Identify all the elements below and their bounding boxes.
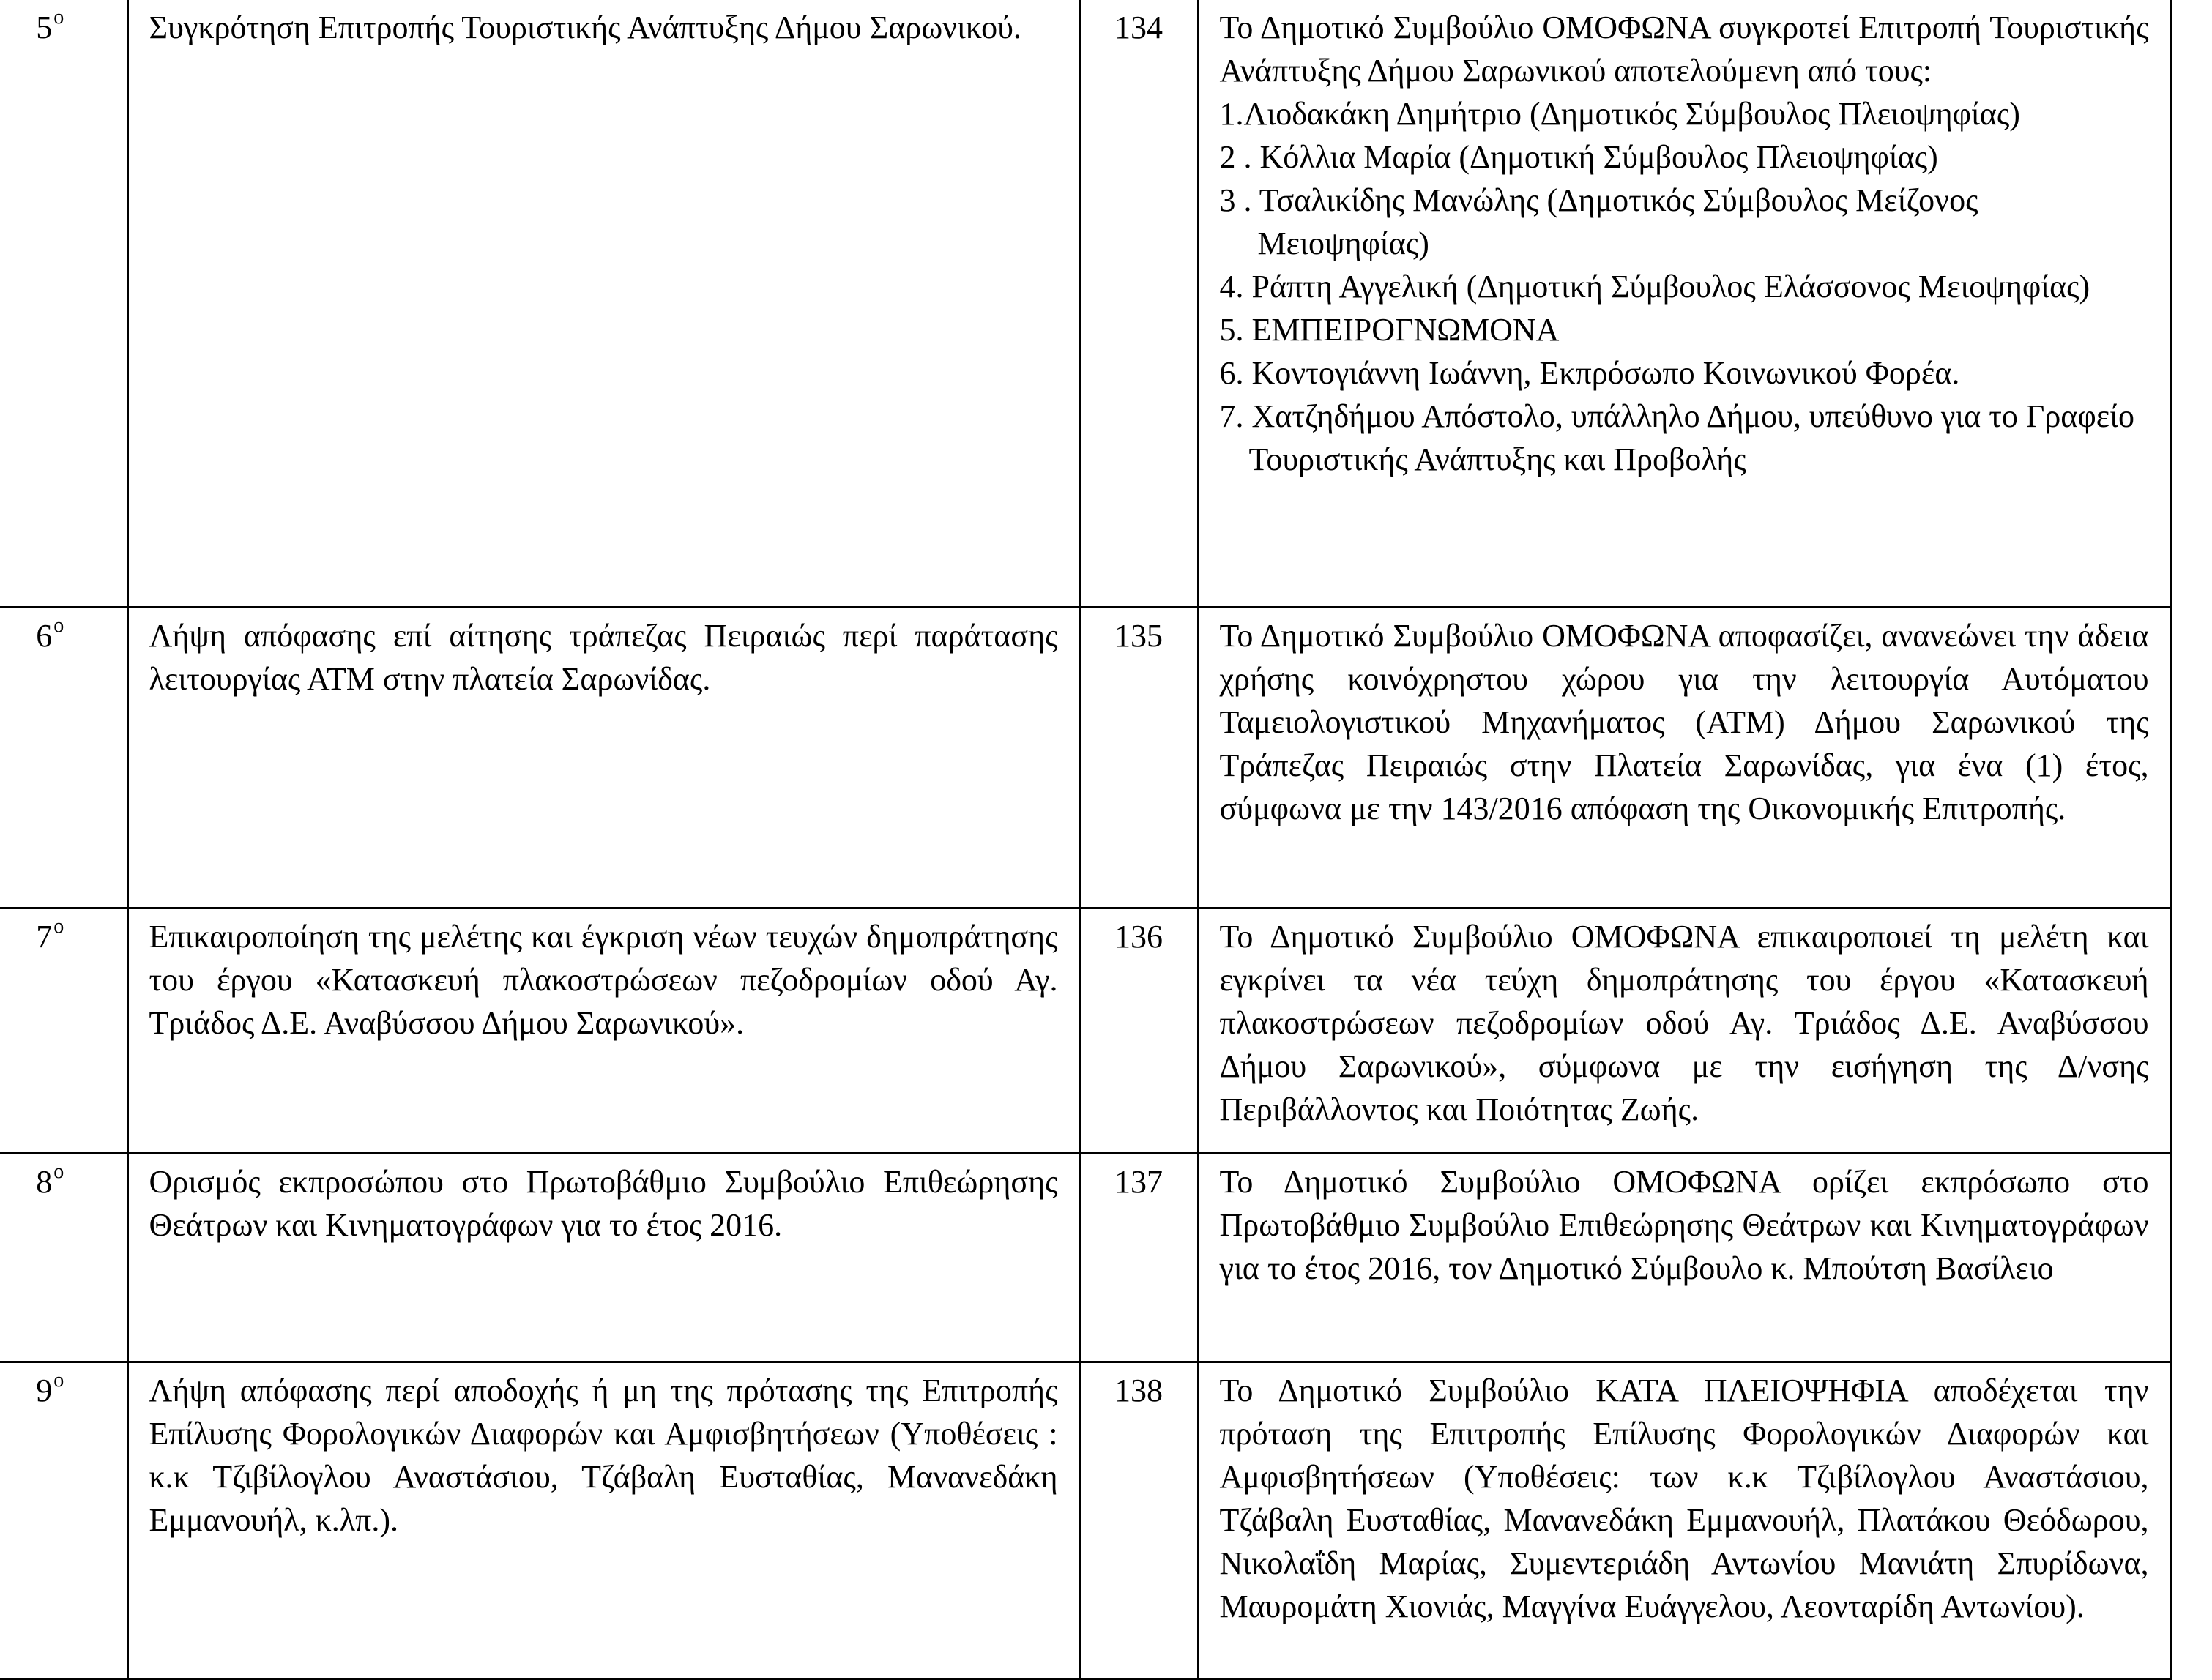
decision-number-cell [1079, 1154, 1198, 1362]
item-number-cell [0, 0, 127, 608]
member-list-item: 7. Χατζηδήμου Απόστολο, υπάλληλο Δήμου, υπεύθυνο για το Γραφείο Τουριστικής Ανάπτυξης και Προβολής [1219, 398, 2135, 477]
table-row [0, 608, 2170, 908]
subject-cell [127, 608, 1079, 908]
ordinal-suffix: ο [53, 1369, 64, 1392]
decision-number: 138 [1114, 1373, 1163, 1408]
item-number-cell [0, 1154, 127, 1362]
member-list-item: 6. Κοντογιάννη Ιωάννη, Εκπρόσωπο Κοινωνικού Φορέα. [1219, 355, 1960, 391]
decision-number-cell [1079, 908, 1198, 1154]
item-number-cell [0, 908, 127, 1154]
decision-cell [1198, 608, 2170, 908]
member-list-item: 4. Ράπτη Αγγελική (Δημοτική Σύμβουλος Ελάσσονος Μειοψηφίας) [1219, 269, 2090, 305]
decision-number: 135 [1114, 618, 1163, 654]
subject-cell [127, 1154, 1079, 1362]
subject-cell [127, 1362, 1079, 1679]
decision-number: 137 [1114, 1164, 1163, 1200]
table-row [0, 1154, 2170, 1362]
item-number-cell [0, 608, 127, 908]
subject-cell [127, 0, 1079, 608]
decision-cell [1198, 0, 2170, 608]
decision-text: Το Δημοτικό Συμβούλιο ΚΑΤΑ ΠΛΕΙΟΨΗΦΙΑ αποδέχεται την πρόταση της Επιτροπής Επίλυσης Φορολογικών Διαφορών και Αμφισβητήσεων (Υποθέσεις: των κ.κ Τζιβίλογλου Αναστάσιου, Τζάβαλη Ευσταθίας, Μανανεδάκη Εμμανουήλ, Πλατάκου Θεόδωρου, Νικολαΐδη Μαρίας, Συμεντεριάδη Αντωνίου Μανιάτη Σπυρίδωνα, Μαυρομάτη Χιονιάς, Μαγγίνα Ευάγγελου, Λεονταρίδη Αντωνίου). [1219, 1373, 2149, 1624]
item-number: 8 [36, 1164, 53, 1200]
item-subject: Ορισμός εκπροσώπου στο Πρωτοβάθμιο Συμβούλιο Επιθεώρησης Θεάτρων και Κινηματογράφων για το έτος 2016. [149, 1164, 1058, 1243]
ordinal-suffix: ο [53, 614, 64, 638]
decision-cell [1198, 1362, 2170, 1679]
item-subject: Συγκρότηση Επιτροπής Τουριστικής Ανάπτυξης Δήμου Σαρωνικού. [149, 10, 1021, 45]
item-number-cell [0, 1362, 127, 1679]
decision-number: 134 [1114, 10, 1163, 45]
item-number: 5 [36, 10, 53, 45]
table-row [0, 0, 2170, 608]
item-subject: Επικαιροποίηση της μελέτης και έγκριση νέων τευχών δημοπράτησης του έργου «Κατασκευή πλακοστρώσεων πεζοδρομίων οδού Αγ. Τριάδος Δ.Ε. Αναβύσσου Δήμου Σαρωνικού». [149, 919, 1058, 1041]
item-subject: Λήψη απόφασης επί αίτησης τράπεζας Πειραιώς περί παράτασης λειτουργίας ΑΤΜ στην πλατεία Σαρωνίδας. [149, 618, 1058, 697]
decision-number-cell [1079, 608, 1198, 908]
table-row [0, 1362, 2170, 1679]
decision-cell [1198, 908, 2170, 1154]
decision-text: Το Δημοτικό Συμβούλιο ΟΜΟΦΩΝΑ συγκροτεί Επιτροπή Τουριστικής Ανάπτυξης Δήμου Σαρωνικού αποτελούμενη από τους: [1219, 10, 2149, 89]
decision-number-cell [1079, 0, 1198, 608]
decision-number: 136 [1114, 919, 1163, 955]
member-list-item: 2 . Κόλλια Μαρία (Δημοτική Σύμβουλος Πλειοψηφίας) [1219, 139, 1938, 175]
member-list-item: 1.Λιοδακάκη Δημήτριο (Δημοτικός Σύμβουλος Πλειοψηφίας) [1219, 96, 2020, 132]
ordinal-suffix: ο [53, 6, 64, 29]
item-number: 9 [36, 1373, 53, 1408]
subject-cell [127, 908, 1079, 1154]
table-row [0, 908, 2170, 1154]
decision-cell [1198, 1154, 2170, 1362]
item-subject: Λήψη απόφασης περί αποδοχής ή μη της πρότασης της Επιτροπής Επίλυσης Φορολογικών Διαφορών και Αμφισβητήσεων (Υποθέσεις : κ.κ Τζιβίλογλου Αναστάσιου, Τζάβαλη Ευσταθίας, Μανανεδάκη Εμμανουήλ, κ.λπ.). [149, 1373, 1058, 1538]
item-number: 7 [36, 919, 53, 955]
decision-text: Το Δημοτικό Συμβούλιο ΟΜΟΦΩΝΑ επικαιροποιεί τη μελέτη και εγκρίνει τα νέα τεύχη δημοπράτησης του έργου «Κατασκευή πλακοστρώσεων πεζοδρομίων οδού Αγ. Τριάδος Δ.Ε. Αναβύσσου Δήμου Σαρωνικού», σύμφωνα με την εισήγηση της Δ/νσης Περιβάλλοντος και Ποιότητας Ζωής. [1219, 919, 2149, 1127]
ordinal-suffix: ο [53, 1160, 64, 1184]
decision-text: Το Δημοτικό Συμβούλιο ΟΜΟΦΩΝΑ αποφασίζει, ανανεώνει την άδεια χρήσης κοινόχρηστου χώρου για την λειτουργία Αυτόματου Ταμειολογιστικού Μηχανήματος (ΑΤΜ) Δήμου Σαρωνικού της Τράπεζας Πειραιώς στην Πλατεία Σαρωνίδας, για ένα (1) έτος, σύμφωνα με την 143/2016 απόφαση της Οικονομικής Επιτροπής. [1219, 618, 2149, 826]
member-list-item: 3 . Τσαλικίδης Μανώλης (Δημοτικός Σύμβουλος Μείζονος Μειοψηφίας) [1219, 182, 1978, 261]
item-number: 6 [36, 618, 53, 654]
ordinal-suffix: ο [53, 915, 64, 938]
member-list-item: 5. ΕΜΠΕΙΡΟΓΝΩΜΟΝΑ [1219, 312, 1560, 348]
decision-text: Το Δημοτικό Συμβούλιο ΟΜΟΦΩΝΑ ορίζει εκπρόσωπο στο Πρωτοβάθμιο Συμβούλιο Επιθεώρησης Θεάτρων και Κινηματογράφων για το έτος 2016, τον Δημοτικό Σύμβουλο κ. Μπούτση Βασίλειο [1219, 1164, 2149, 1286]
decision-number-cell [1079, 1362, 1198, 1679]
